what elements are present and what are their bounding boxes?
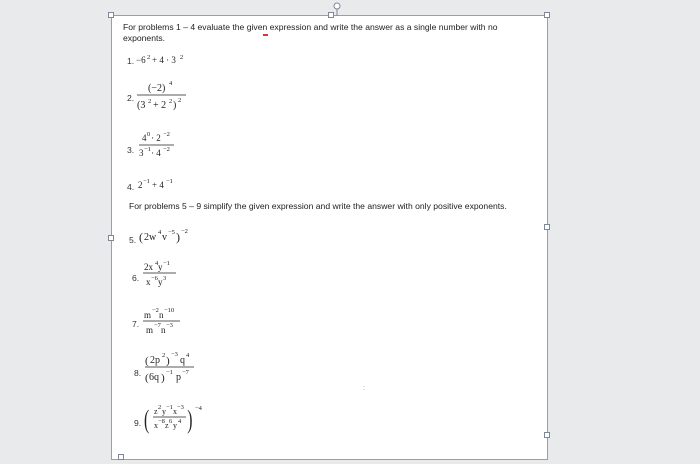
svg-text:−2: −2 xyxy=(163,146,170,153)
svg-text:2: 2 xyxy=(180,54,184,61)
problem-2-expression xyxy=(136,78,196,118)
svg-text:−1: −1 xyxy=(144,146,151,153)
instructions-part1-line1: For problems 1 – 4 evaluate the given expression and write the answer as a single number with no xyxy=(123,22,498,32)
resize-handle-mid-right-icon[interactable] xyxy=(544,224,550,230)
svg-text:(: ( xyxy=(145,372,149,384)
problem-number: 9. xyxy=(134,418,142,428)
resize-handle-mid-left-icon[interactable] xyxy=(108,235,114,241)
svg-text:z: z xyxy=(154,407,158,416)
problem-number: 8. xyxy=(134,368,142,378)
svg-text:2p: 2p xyxy=(150,355,160,366)
svg-text:2: 2 xyxy=(138,180,143,190)
svg-text:m: m xyxy=(146,325,154,335)
svg-text:−1: −1 xyxy=(163,260,170,267)
svg-text:−3: −3 xyxy=(171,351,178,358)
svg-text:· 4: · 4 xyxy=(151,148,161,158)
svg-text:−1: −1 xyxy=(143,178,150,185)
svg-text:−1: −1 xyxy=(166,404,173,411)
svg-text:x: x xyxy=(173,407,177,416)
svg-text:+ 4: + 4 xyxy=(152,180,164,190)
svg-text:−5: −5 xyxy=(168,229,175,236)
resize-handle-bottom-right-icon[interactable] xyxy=(544,432,550,438)
problem-5-expression xyxy=(139,225,199,247)
svg-text:0: 0 xyxy=(147,131,151,138)
svg-text:n: n xyxy=(159,310,164,320)
svg-text:+ 4 · 3: + 4 · 3 xyxy=(152,55,176,65)
resize-handle-bottom-left-icon[interactable] xyxy=(118,454,124,460)
svg-text:2: 2 xyxy=(148,98,152,105)
svg-text:4: 4 xyxy=(186,352,190,359)
instructions-part2: For problems 5 – 9 simplify the given expression and write the answer with only positive exponents. xyxy=(129,201,507,211)
svg-text:): ) xyxy=(173,100,177,111)
problem-number: 6. xyxy=(132,273,140,283)
svg-text:(: ( xyxy=(139,230,143,244)
svg-text:+ 2: + 2 xyxy=(153,100,167,111)
svg-text:(3: (3 xyxy=(137,100,146,111)
svg-text:−2: −2 xyxy=(152,307,159,314)
svg-text:): ) xyxy=(187,404,193,435)
svg-text:v: v xyxy=(162,232,167,243)
svg-text:· 2: · 2 xyxy=(151,133,161,143)
problem-number: 2. xyxy=(127,93,135,103)
svg-text:y: y xyxy=(162,407,166,416)
svg-text:n: n xyxy=(161,325,166,335)
svg-text:2: 2 xyxy=(169,98,173,105)
svg-text:−7: −7 xyxy=(154,322,161,329)
svg-text:(: ( xyxy=(145,355,149,367)
problem-8-expression xyxy=(144,348,204,390)
svg-text:): ) xyxy=(176,230,180,244)
svg-text:−1: −1 xyxy=(166,369,173,376)
svg-text:−10: −10 xyxy=(164,307,175,314)
svg-text:−2: −2 xyxy=(181,228,188,235)
svg-text:): ) xyxy=(166,355,170,367)
resize-handle-top-right-icon[interactable] xyxy=(544,12,550,18)
stray-mark: : xyxy=(363,385,365,392)
svg-text:6: 6 xyxy=(169,418,173,425)
problem-6-expression xyxy=(142,259,192,293)
svg-text:−6: −6 xyxy=(136,55,146,65)
problem-4-expression xyxy=(138,176,198,192)
svg-text:(: ( xyxy=(144,404,150,435)
svg-text:q: q xyxy=(180,355,185,366)
svg-text:−3: −3 xyxy=(166,322,173,329)
svg-text:4: 4 xyxy=(142,133,147,143)
svg-text:−3: −3 xyxy=(177,404,184,411)
svg-text:): ) xyxy=(161,372,165,384)
problem-number: 1. xyxy=(127,56,135,66)
resize-handle-top-left-icon[interactable] xyxy=(108,12,114,18)
svg-text:x: x xyxy=(154,421,158,430)
problem-number: 7. xyxy=(132,319,140,329)
svg-text:2: 2 xyxy=(147,54,151,61)
svg-text:2: 2 xyxy=(162,352,166,359)
svg-text:4: 4 xyxy=(178,418,182,425)
svg-text:y: y xyxy=(158,277,163,287)
instructions-part1-line2: exponents. xyxy=(123,33,166,43)
svg-text:−2: −2 xyxy=(163,131,170,138)
svg-text:m: m xyxy=(144,310,152,320)
problem-number: 5. xyxy=(129,235,137,245)
problem-number: 3. xyxy=(127,145,135,155)
svg-text:4: 4 xyxy=(155,260,159,267)
svg-text:2: 2 xyxy=(178,97,182,104)
svg-text:(−2): (−2) xyxy=(148,83,166,94)
svg-text:6q: 6q xyxy=(149,372,159,383)
svg-text:−7: −7 xyxy=(182,369,189,376)
svg-text:−1: −1 xyxy=(166,178,173,185)
problem-1-expression xyxy=(136,52,206,68)
svg-text:3: 3 xyxy=(163,275,167,282)
problem-9-expression xyxy=(144,400,214,442)
svg-text:−8: −8 xyxy=(158,418,165,425)
svg-text:z: z xyxy=(165,421,169,430)
svg-text:2x: 2x xyxy=(144,262,153,272)
svg-text:4: 4 xyxy=(169,80,173,87)
svg-text:y: y xyxy=(173,421,177,430)
svg-text:y: y xyxy=(158,262,163,272)
problem-3-expression xyxy=(138,130,188,166)
rotate-handle-icon[interactable] xyxy=(331,2,343,16)
svg-text:2: 2 xyxy=(158,404,162,411)
svg-text:−4: −4 xyxy=(195,405,202,412)
svg-text:x: x xyxy=(146,277,151,287)
problem-number: 4. xyxy=(127,182,135,192)
svg-text:p: p xyxy=(176,372,181,383)
problem-7-expression xyxy=(142,306,192,340)
svg-text:2w: 2w xyxy=(144,232,157,243)
cursor-marker xyxy=(263,34,268,36)
svg-text:−6: −6 xyxy=(151,275,158,282)
svg-text:4: 4 xyxy=(158,229,162,236)
text-box-frame[interactable] xyxy=(111,15,548,460)
svg-text:3: 3 xyxy=(139,148,144,158)
